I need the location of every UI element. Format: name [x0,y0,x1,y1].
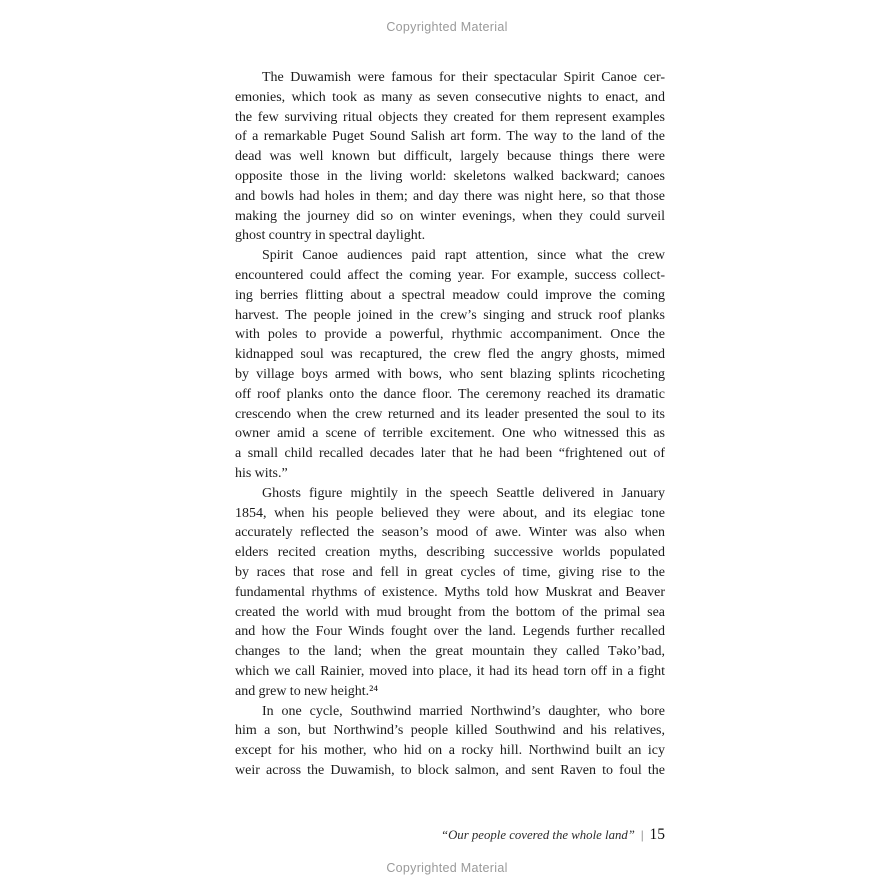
text-line: Spirit Canoe audiences paid rapt attention, since what the crew [262,248,665,264]
text-line: the few surviving ritual objects they created for them represent examples [235,109,665,125]
text-line: except for his mother, who hid on a rocky hill. Northwind built an icy [235,743,665,759]
text-line: kidnapped soul was recaptured, the crew fled the angry ghosts, mimed [235,347,665,363]
text-line: a small child recalled decades later that he had been “frightened out of [235,446,665,462]
text-line: harvest. The people joined in the crew’s singing and struck roof planks [235,307,665,323]
text-line: and bowls had holes in them; and day there was night here, so that those [235,188,665,204]
text-line: crescendo when the crew returned and its leader presented the soul to its [235,406,665,422]
text-line: off roof planks onto the dance floor. The ceremony reached its dramatic [235,386,665,402]
text-line: changes to the land; when the great mountain they called Təkoʼbad, [235,644,665,660]
text-line: emonies, which took as many as seven consecutive nights to enact, and [235,89,665,105]
text-line: dead was well known but difficult, largely because things there were [235,149,665,165]
copyright-watermark-bottom: Copyrighted Material [386,861,508,875]
paragraph [235,702,665,781]
text-line: created the world with mud brought from the bottom of the primal sea [235,604,665,620]
copyright-watermark-top: Copyrighted Material [386,20,508,34]
page-number: 15 [649,826,665,843]
text-line: him a son, but Northwind’s people killed Southwind and his relatives, [235,723,665,739]
text-line: owner amid a scene of terrible excitement. One who witnessed this as [235,426,665,442]
paragraph [235,484,665,702]
text-line: of a remarkable Puget Sound Salish art form. The way to the land of the [235,129,665,145]
text-line: 1854, when his people believed they were about, and its elegiac tone [235,505,665,521]
text-line: and grew to new height.²⁴ [235,683,379,699]
text-line: weir across the Duwamish, to block salmon, and sent Raven to foul the [235,762,665,778]
text-line: Ghosts figure mightily in the speech Seattle delivered in January [262,485,665,501]
text-line: and how the Four Winds fought over the land. Legends further recalled [235,624,665,640]
running-title: “Our people covered the whole land” [440,828,635,842]
text-line: fundamental rhythms of existence. Myths told how Muskrat and Beaver [235,584,665,600]
text-line: by races that rose and fell in great cycles of time, giving rise to the [235,564,665,580]
text-line: his wits.” [235,465,288,481]
text-line: with poles to provide a powerful, rhythmic accompaniment. Once the [235,327,665,343]
text-line: encountered could affect the coming year. For example, success collect- [235,267,665,283]
paragraph [235,68,665,246]
text-line: The Duwamish were famous for their spectacular Spirit Canoe cer- [262,70,665,85]
text-line: elders recited creation myths, describing successive worlds populated [235,545,665,561]
text-line: opposite those in the living world: skeletons walked backward; canoes [235,168,665,184]
text-line: which we call Rainier, moved into place, it had its head torn off in a fight [235,663,665,679]
text-line: In one cycle, Southwind married Northwind’s daughter, who bore [262,703,665,719]
text-line: ghost country in spectral daylight. [235,228,426,244]
text-line: ing berries flitting about a spectral meadow could improve the coming [235,287,665,303]
paragraph [235,246,665,484]
text-line: accurately reflected the season’s mood of awe. Winter was also when [235,525,665,541]
text-line: by village boys armed with bows, who sent blazing splints ricocheting [235,366,665,382]
page-footer [235,826,665,844]
body-text [235,68,665,781]
footer-separator: | [640,827,644,842]
text-line: making the journey did so on winter evenings, when they could surveil [235,208,665,224]
